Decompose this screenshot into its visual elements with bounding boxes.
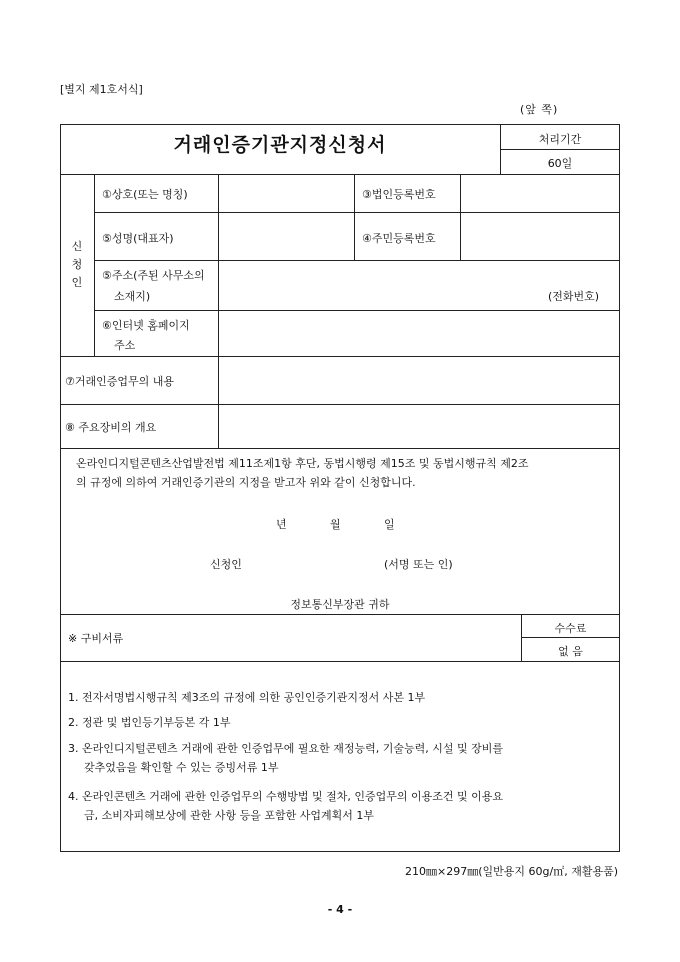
field-address-label: ⑤주소(주된 사무소의 bbox=[102, 269, 205, 282]
field-homepage-label-2: 주소 bbox=[114, 339, 136, 352]
fee-value: 없 음 bbox=[558, 645, 583, 658]
rule-f8-bottom bbox=[60, 448, 620, 449]
document-item-4-cont: 금, 소비자피해보상에 관한 사항 등을 포함한 사업계획서 1부 bbox=[84, 809, 374, 822]
recipient: 정보통신부장관 귀하 bbox=[290, 598, 390, 611]
rule-row1 bbox=[94, 212, 620, 213]
rule-mid-left bbox=[354, 174, 355, 260]
rule-mid-right bbox=[460, 174, 461, 260]
date-year: 년 bbox=[276, 518, 287, 531]
rule-row2 bbox=[94, 260, 620, 261]
date-day: 일 bbox=[384, 518, 395, 531]
rule-label-right bbox=[218, 174, 219, 448]
field-corp-reg-label: ③법인등록번호 bbox=[362, 188, 436, 201]
processing-label: 처리기간 bbox=[538, 133, 582, 146]
document-item-2: 2. 정관 및 법인등기부등본 각 1부 bbox=[68, 716, 231, 729]
form-reference: [별지 제1호서식] bbox=[60, 83, 143, 96]
rule-row3 bbox=[94, 310, 620, 311]
rule-declaration-bottom bbox=[60, 614, 620, 615]
rule-fee bbox=[521, 637, 620, 638]
signature-label: (서명 또는 인) bbox=[384, 558, 453, 571]
rule-docs-header-bottom bbox=[60, 661, 620, 662]
declaration-line-2: 의 규정에 의하여 거래인증기관의 지정을 받고자 위와 같이 신청합니다. bbox=[76, 476, 416, 489]
declaration-line-1: 온라인디지털콘텐츠산업발전법 제11조제1항 후단, 동법시행령 제15조 및 동법시행규칙 제2조 bbox=[76, 457, 529, 470]
field-equipment-label: ⑧ 주요장비의 개요 bbox=[65, 421, 157, 434]
field-company-name-label: ①상호(또는 명칭) bbox=[102, 188, 188, 201]
page-number: - 4 - bbox=[327, 903, 353, 916]
field-address-label-2: 소재지) bbox=[114, 290, 151, 303]
rule-header-bottom bbox=[60, 174, 620, 175]
field-homepage-label: ⑥인터넷 홈페이지 bbox=[102, 319, 190, 332]
processing-value: 60일 bbox=[547, 157, 573, 170]
date-month: 월 bbox=[330, 518, 341, 531]
field-resident-reg-label: ④주민등록번호 bbox=[362, 232, 436, 245]
applicant-group-label: 신 청 인 bbox=[71, 240, 83, 289]
documents-label: ※ 구비서류 bbox=[68, 632, 124, 645]
field-representative-label: ⑤성명(대표자) bbox=[102, 232, 174, 245]
document-item-3: 3. 온라인디지털콘텐츠 거래에 관한 인증업무에 필요한 재정능력, 기술능력, 시설 및 장비를 bbox=[68, 742, 503, 755]
rule-applicant-bottom bbox=[60, 356, 620, 357]
rule-processing bbox=[500, 149, 620, 150]
fee-label: 수수료 bbox=[554, 622, 587, 635]
form-title: 거래인증기관지정신청서 bbox=[173, 134, 387, 156]
document-item-4: 4. 온라인콘텐츠 거래에 관한 인증업무의 수행방법 및 절차, 인증업무의 이용조건 및 이용요 bbox=[68, 790, 503, 803]
applicant-sign-label: 신청인 bbox=[210, 558, 242, 571]
rule-group-right bbox=[94, 174, 95, 356]
document-item-3-cont: 갖추었음을 확인할 수 있는 증빙서류 1부 bbox=[84, 761, 279, 774]
paper-size-note: 210㎜×297㎜(일반용지 60g/㎡, 재활용품) bbox=[405, 865, 618, 878]
field-phone-label: (전화번호) bbox=[548, 290, 600, 303]
document-item-1: 1. 전자서명법시행규칙 제3조의 규정에 의한 공인인증기관지정서 사본 1부 bbox=[68, 691, 426, 704]
front-side-label: (앞 쪽) bbox=[520, 103, 559, 116]
field-business-content-label: ⑦거래인증업무의 내용 bbox=[65, 375, 174, 388]
rule-f7-bottom bbox=[60, 404, 620, 405]
